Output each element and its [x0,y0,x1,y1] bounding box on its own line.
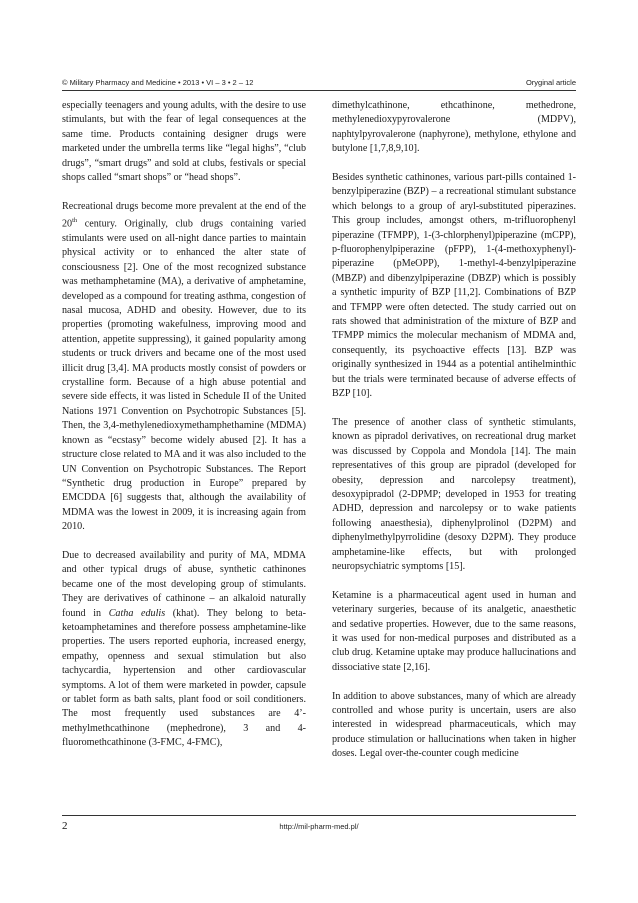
paragraph: especially teenagers and young adults, with the desire to use stimulants, but with the fear of legal consequences at the same time. Products containing designer drugs were marketed under the umbrella terms like “legal highs”, “club drugs”, “smart drugs” and sold at clubs, festivals or special shops called “smart shops” or “head shops”. [62,100,306,184]
right-text-column [332,99,576,762]
journal-url: http://mil-pharm-med.pl/ [279,822,359,831]
paragraph: The presence of another class of synthetic stimulants, known as pipradol derivatives, on recreational drug market was discussed by Coppola and Mondola [14]. The main representatives of this group are pipradol (developed for obesity, depression and narcolepsy treatment), desoxypipradol (2-DPMP; developed in 1953 for treating ADHD, depression and narcolepsy or to wake patients following anaesthesia), diphenylprolinol (D2PM) and diphenylmethylpyrrolidine (desoxy D2PM). They produce amphetamine-like effects, but with prolonged neuropsychiatric symptoms [15]. [332,416,576,572]
article-type: Oryginal article [525,77,576,87]
paragraph: Besides synthetic cathinones, various part-pills contained 1-benzylpiperazine (BZP) – a recreational stimulant substance which belongs to a group of aryl-substituted piperazines. This group includes, amongst others, m-trifluorophenyl piperazine (TFMPP), 1-(3-chlorphenyl)piperazine (mCPP), p-fluorophenylpiperazine (pFPP), 1-(4-methoxyphenyl)-piperazine (pMeOPP), 1-methyl-4-benzylpiperazine (MBZP) and dibenzylpiperazine (DBZP) which is possibly a synthetic impurity of BZP [11,2]. Combinations of BZP and TFMPP were often detected. The study carried out on rats showed that administration of the mixture of BZP and TFMPP mimics the molecular mechanism of MDMA and, consequently, its psychoactive effects [13]. BZP was originally synthesized in 1944 as a potential antihelminthic but the trials were terminated because of adverse effects of BZP [10]. [332,172,576,400]
left-text-column [62,99,306,751]
running-header [62,76,576,88]
journal-citation: © Military Pharmacy and Medicine • 2013 • VI – 3 • 2 – 12 [62,77,254,87]
header-rule [62,90,576,91]
page-number: 2 [62,820,68,832]
footer-rule [62,815,576,816]
paragraph-recreational-drugs: Recreational drugs become more prevalent at the end of the 20th century. Originally, club drugs containing varied stimulants were used on all-night dance parties to maintain physical activity or to enhanced the alter state of consciousness [2]. One of the most recognized substance was methamphetamine (MA), a derivative of amphetamine, developed as a compound for treating asthma, congestion of nasal mucosa, ADHD and obesity. However, due to its properties (promoting wakefulness, improving mood and attention, appetite suppressing), it gained popularity among students or truck drivers and became one of the most used illicit drug [3,4]. MA products mostly consist of powders or crystalline form. Because of a high abuse potential and severe side effects, it was listed in Schedule II of the United Nations 1971 Convention on Psychotropic Substances [5]. Then, the 3,4-methylenedioxymethamphethamine (MDMA) known as “ecstasy” become widely abused [2]. It has a structure close related to MA and it was also included to the UN Convention on Psychotropic Substances. The Report “Synthetic drug production in Europe” prepared by EMCDDA [6] suggests that, although the availability of MDMA was the lowest in 2009, it is increasing again from 2010. [62,200,306,533]
paragraph: In addition to above substances, many of which are already controlled and whose purity is uncertain, users are also interested in widespread pharmaceuticals, which may produce stimulation or hallucinations when taken in higher doses. Legal over-the-counter cough medicine [332,690,576,760]
paragraph: Ketamine is a pharmaceutical agent used in human and veterinary surgeries, because of its analgetic, anaesthetic and sedative properties. However, due to the same reasons, it was used for non-medical purposes and distributed as a club drug. Ketamine uptake may produce hallucinations and dissociative state [2,16]. [332,589,576,673]
paragraph-cathinones: Due to decreased availability and purity of MA, MDMA and other typical drugs of abuse, synthetic cathinones became one of the most developing group of stimulants. They are derivatives of cathinone – an alkaloid naturally found in Catha edulis (khat). They belong to beta-ketoamphetamines and therefore possess amphetamine-like properties. The users reported euphoria, increased energy, empathy, openness and sexual stimulation but also tachycardia, hypertension and other cardiovascular symptoms. A lot of them were marketed in powder, capsule or tablet form as bath salts, plant food or soil conditioners. The most frequently used substances are 4’-methylmethcathinone (mephedrone), 3 and 4-fluoromethcathinone (3-FMC, 4-FMC), [62,549,307,749]
paragraph: dimethylcathinone, ethcathinone, methedrone, methylenedioxypyrovalerone (MDPV), naphtylpyrovalerone (naphyrone), methylone, ethylone and butylone [1,7,8,9,10]. [332,100,576,155]
